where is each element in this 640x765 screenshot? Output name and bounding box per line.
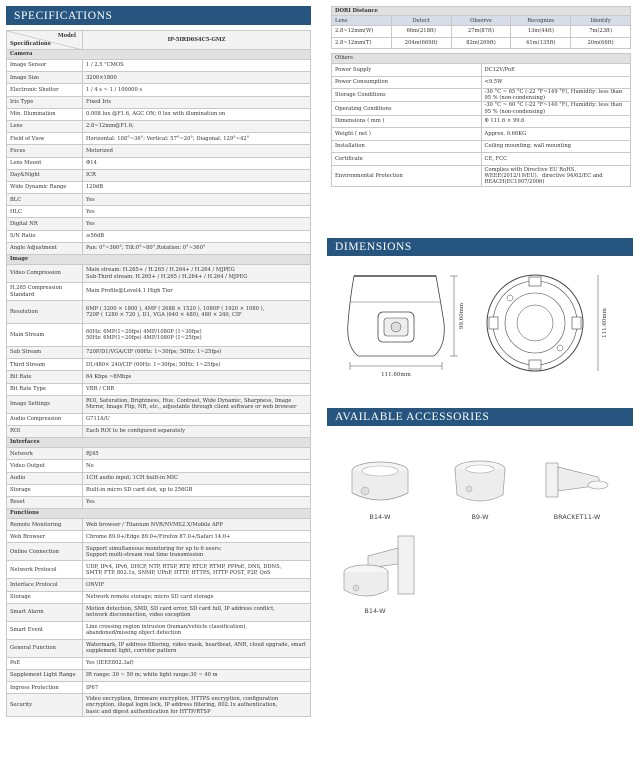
- spec-value-line: Horizontal: 108°~36°; Vertical: 57°~20°; Diagonal: 129°~42°: [86, 135, 250, 142]
- spec-row: [7, 242, 311, 254]
- spec-row: [7, 265, 311, 283]
- spec-value-line: 120dB: [86, 184, 104, 191]
- spec-value: [83, 108, 311, 120]
- spec-value: [83, 383, 311, 395]
- accessory-label-bracket11-w: BRACKET11-W: [553, 513, 601, 521]
- spec-row: [7, 496, 311, 508]
- accessory-label-b14-w-wall: B14-W: [364, 607, 386, 615]
- spec-value-line: Yes: [86, 196, 95, 203]
- spec-value-line: 60Hz: 6MP(1~20fps) 4MP/1080P (1~30fps): [86, 328, 202, 335]
- spec-value: [83, 603, 311, 621]
- dimensions-title: DIMENSIONS: [335, 241, 412, 253]
- others-key: Certificate: [332, 153, 482, 166]
- spec-row: [7, 484, 311, 496]
- accessory-label-b9-w: B9-W: [471, 513, 489, 521]
- spec-key: Image Size: [7, 72, 83, 84]
- spec-key: S/N Ratio: [7, 230, 83, 242]
- spec-row: [7, 603, 311, 621]
- spec-value: [83, 519, 311, 531]
- spec-key: ROI: [7, 425, 83, 437]
- spec-value-line: 720P ( 1280 × 720 ), D1, VGA (640 × 480), 480 × 240, CIF: [86, 312, 242, 318]
- model-header-row: [7, 31, 311, 50]
- spec-row: [7, 531, 311, 543]
- dori-cell: 2.8~12mm(T): [332, 37, 392, 49]
- spec-value-line: 3200×1800: [86, 74, 117, 81]
- spec-value: [83, 145, 311, 157]
- spec-key: Video Output: [7, 460, 83, 472]
- spec-row: [7, 157, 311, 169]
- spec-key: Web Browser: [7, 531, 83, 543]
- spec-row: [7, 60, 311, 72]
- spec-row: [7, 519, 311, 531]
- spec-key: Iris Type: [7, 96, 83, 108]
- specs-label: Specifications: [10, 40, 51, 47]
- spec-row: [7, 682, 311, 694]
- section-title: Camera: [7, 50, 311, 60]
- spec-value-line: IP67: [86, 684, 99, 691]
- spec-value-line: IR range: 30 ~ 50 m; white light range:30 ~ 40 m: [86, 672, 218, 679]
- dori-cell: 204m(669ft): [391, 37, 451, 49]
- spec-value-line: Yes (IEEE802.3af): [86, 660, 134, 667]
- spec-key: Angle Adjustment: [7, 242, 83, 254]
- spec-value-line: encryption, illegal login lock, IP address filtering, 802.1x authentication,: [86, 702, 278, 709]
- spec-value: [83, 448, 311, 460]
- spec-key: Bit Rate Type: [7, 383, 83, 395]
- spec-value-line: 2.8~12mm@F1.6;: [86, 123, 134, 130]
- spec-key: Security: [7, 694, 83, 717]
- dori-header-recognize: Recognize: [511, 16, 571, 26]
- spec-row: [7, 84, 311, 96]
- spec-value: [83, 301, 311, 324]
- spec-row: [7, 120, 311, 132]
- spec-key: Electronic Shutter: [7, 84, 83, 96]
- spec-value-line: G711A/U: [86, 416, 110, 423]
- spec-value: [83, 120, 311, 132]
- dim-width-label: 111.60mm: [381, 372, 411, 378]
- spec-value: [83, 484, 311, 496]
- spec-row: [7, 561, 311, 579]
- spec-value: [83, 206, 311, 218]
- spec-value-line: 1CH audio input; 1CH built-in MIC: [86, 474, 179, 481]
- spec-value: [83, 218, 311, 230]
- spec-row: [7, 96, 311, 108]
- spec-value: [83, 347, 311, 359]
- spec-value: [83, 283, 311, 301]
- spec-row: [7, 301, 311, 324]
- spec-row: [7, 324, 311, 347]
- others-key: Storage Conditions: [332, 89, 482, 102]
- spec-row: [7, 371, 311, 383]
- spec-rows: [7, 50, 311, 717]
- spec-row: [7, 448, 311, 460]
- dori-header-observe: Observe: [451, 16, 511, 26]
- spec-value: [83, 84, 311, 96]
- model-number: IP-5IRD6S4C5-GMZ: [83, 31, 311, 50]
- right-column: [331, 6, 631, 187]
- spec-key: Supplement Light Range: [7, 670, 83, 682]
- others-value: Ceiling mounting; wall mounting: [481, 140, 631, 153]
- spec-value-line: Line crossing region intrusion (human/vehicle classification),: [86, 624, 248, 631]
- spec-key: Resolution: [7, 301, 83, 324]
- others-value: Complies with Directive EU RoHS、WEEE(2012/19/EU)、directive 94/62/EC and REACH(EC1907/2006): [481, 165, 631, 186]
- dori-cell: 20m(66ft): [571, 37, 631, 49]
- spec-key: Storage: [7, 484, 83, 496]
- spec-row: [7, 108, 311, 120]
- others-key: Environmental Protection: [332, 165, 482, 186]
- spec-value-line: 0.008 lux @F1.6, AGC ON; 0 lux with illumination on: [86, 111, 226, 118]
- camera-side-drawing: [336, 268, 466, 378]
- spec-value: [83, 621, 311, 639]
- spec-value: [83, 395, 311, 413]
- dori-title-row: [332, 7, 631, 16]
- spec-value: [83, 169, 311, 181]
- spec-value-line: Motion detection, SMD, SD card error, SD card full, IP address conflict,: [86, 606, 275, 613]
- spec-value-line: Web browser / Titanium NVR/NVMS2.X/Mobile APP: [86, 521, 223, 528]
- spec-value-line: Yes: [86, 499, 95, 506]
- dori-header-detect: Detect: [391, 16, 451, 26]
- spec-value: [83, 371, 311, 383]
- spec-value-line: RJ45: [86, 450, 99, 457]
- accessory-b14-w-wall-image: [340, 532, 425, 607]
- others-row: [332, 102, 631, 115]
- spec-key: PoE: [7, 657, 83, 669]
- spec-value: [83, 413, 311, 425]
- accessories-title: AVAILABLE ACCESSORIES: [335, 411, 490, 423]
- spec-value-line: Support simultaneous monitoring for up to 6 users;: [86, 545, 222, 552]
- spec-value-line: SMTP, FTP, 802.1x, SNMP, UPnP, HTTP, HTTPS, HTTP POST, P2P, QoS: [86, 569, 271, 576]
- spec-row: [7, 169, 311, 181]
- spec-value: [83, 496, 311, 508]
- spec-value-line: Sub-Third stream: H.265+ / H.265 / H.264+ / H.264 / MJPEG: [86, 273, 248, 280]
- spec-value: [83, 60, 311, 72]
- spec-value-line: 720P/D1/VGA/CIF (60Hz: 1~30fps; 50Hz: 1~25fps): [86, 349, 222, 356]
- others-rows: [332, 64, 631, 187]
- section-title: Functions: [7, 509, 311, 519]
- dori-table: [331, 6, 631, 49]
- dim-height2-label: 111.60mm: [602, 308, 608, 338]
- spec-key: Smart Event: [7, 621, 83, 639]
- spec-value-line: ≥56dB: [86, 233, 105, 240]
- spec-value-line: 1 / 2.5 "CMOS: [86, 62, 124, 69]
- others-row: [332, 153, 631, 166]
- spec-row: [7, 133, 311, 145]
- spec-key: H.265 Compression Standard: [7, 283, 83, 301]
- spec-row: [7, 460, 311, 472]
- spec-key: Remote Monitoring: [7, 519, 83, 531]
- spec-row: [7, 425, 311, 437]
- others-table: [331, 53, 631, 187]
- spec-row: [7, 145, 311, 157]
- model-header-cell: [7, 31, 83, 50]
- spec-key: Lens: [7, 120, 83, 132]
- spec-key: Network: [7, 448, 83, 460]
- spec-row: [7, 395, 311, 413]
- spec-row: [7, 670, 311, 682]
- dori-header-identify: Identify: [571, 16, 631, 26]
- spec-value-line: Fixed Iris: [86, 99, 112, 105]
- accessories-banner: [327, 408, 633, 426]
- dori-cell: 82m(269ft): [451, 37, 511, 49]
- specifications-banner: [6, 6, 311, 25]
- spec-value: [83, 639, 311, 657]
- dori-title: DORI Distance: [332, 7, 631, 16]
- others-row: [332, 128, 631, 141]
- spec-key: Lens Mount: [7, 157, 83, 169]
- spec-key: Audio: [7, 472, 83, 484]
- spec-value: [83, 472, 311, 484]
- others-row: [332, 140, 631, 153]
- section-title: Image: [7, 255, 311, 265]
- spec-value-line: Each ROI to be configured separately: [86, 428, 186, 435]
- dori-header-row: [332, 16, 631, 26]
- spec-row: [7, 383, 311, 395]
- accessory-label-b14-w: B14-W: [369, 513, 391, 521]
- spec-key: Audio Compression: [7, 413, 83, 425]
- spec-value-line: Mirror, Image Flip, NR, etc., adjustable through client software or web browser: [86, 404, 297, 411]
- others-value: <9.5W: [481, 76, 631, 89]
- spec-value-line: network disconnection, video exception: [86, 612, 191, 619]
- spec-value-line: ROI, Saturation, Brightness, Hue, Contrast, Wide Dynamic, Sharpness, Image: [86, 397, 292, 404]
- spec-key: Network Protocol: [7, 561, 83, 579]
- spec-key: Video Compression: [7, 265, 83, 283]
- section-header-row: [7, 509, 311, 519]
- spec-value-line: 50Hz: 6MP(1~20fps) 4MP/1080P (1~25fps): [86, 335, 202, 341]
- others-row: [332, 115, 631, 128]
- others-value: -30 °C ~ 60 °C (-22 °F~140 °F), Humidity: less than 95 % (non-condensing): [481, 102, 631, 115]
- model-label: Model: [57, 33, 76, 39]
- others-key: Power Consumption: [332, 76, 482, 89]
- spec-row: [7, 230, 311, 242]
- spec-row: [7, 283, 311, 301]
- spec-value-line: supplement light, corridor pattern: [86, 648, 177, 655]
- spec-value: [83, 591, 311, 603]
- spec-value: [83, 425, 311, 437]
- section-header-row: [7, 255, 311, 265]
- spec-key: Storage: [7, 591, 83, 603]
- spec-value-line: ONVIF: [86, 581, 105, 588]
- spec-key: General Function: [7, 639, 83, 657]
- others-value: Approx. 0.66KG: [481, 128, 631, 141]
- spec-row: [7, 621, 311, 639]
- spec-row: [7, 194, 311, 206]
- spec-value: [83, 242, 311, 254]
- spec-value: [83, 265, 311, 283]
- spec-value-line: Main Profile@Level4.1 High Tier: [86, 288, 173, 295]
- spec-value: [83, 230, 311, 242]
- spec-key: Third Stream: [7, 359, 83, 371]
- spec-value-line: VBR / CBR: [86, 386, 115, 392]
- others-key: Weight ( net ): [332, 128, 482, 141]
- accessory-b9-w-image: [445, 455, 515, 510]
- dori-cell: 13m(44ft): [511, 26, 571, 38]
- spec-row: [7, 359, 311, 371]
- spec-key: Main Stream: [7, 324, 83, 347]
- camera-top-drawing: [480, 268, 610, 378]
- spec-value: [83, 133, 311, 145]
- accessory-bracket11-w-image: [542, 455, 612, 510]
- spec-value: [83, 72, 311, 84]
- spec-value: [83, 359, 311, 371]
- spec-value: [83, 96, 311, 108]
- spec-value-line: 6MP ( 3200 × 1800 ), 4MP ( 2688 × 1520 ), 1080P ( 1920 × 1080 ),: [86, 305, 265, 312]
- spec-row: [7, 694, 311, 717]
- section-header-row: [7, 50, 311, 60]
- spec-key: Image Sensor: [7, 60, 83, 72]
- spec-key: BLC: [7, 194, 83, 206]
- spec-value: [83, 543, 311, 561]
- others-key: Dimensions ( mm ): [332, 115, 482, 128]
- spec-key: Day&Night: [7, 169, 83, 181]
- dori-row-tele: [332, 37, 631, 49]
- spec-value-line: Φ14: [86, 159, 97, 166]
- spec-value: [83, 670, 311, 682]
- dori-cell: 2.8~12mm(W): [332, 26, 392, 38]
- others-key: Installation: [332, 140, 482, 153]
- others-key: Power Supply: [332, 64, 482, 77]
- spec-value: [83, 657, 311, 669]
- spec-row: [7, 579, 311, 591]
- others-row: [332, 165, 631, 186]
- spec-row: [7, 347, 311, 359]
- spec-row: [7, 206, 311, 218]
- spec-value-line: No: [86, 462, 94, 469]
- dimensions-banner: [327, 238, 633, 256]
- spec-value-line: Support multi-stream real time transmission: [86, 551, 204, 558]
- others-title: Others: [332, 54, 631, 64]
- spec-value-line: D1/480× 240/CIF (60Hz: 1~30fps; 50Hz: 1~25fps): [86, 361, 221, 368]
- others-row: [332, 89, 631, 102]
- others-title-row: [332, 54, 631, 64]
- spec-row: [7, 413, 311, 425]
- specifications-table-wrap: [6, 30, 311, 717]
- spec-value-line: Main stream: H.265+ / H.265 / H.264+ / H.264 / MJPEG: [86, 267, 235, 274]
- dori-cell: 7m(23ft): [571, 26, 631, 38]
- spec-value-line: Chrome 89.0+/Edge 89.0+/Firefox 87.0+/Safari 14.0+: [86, 533, 231, 540]
- dori-row-wide: [332, 26, 631, 38]
- others-value: -30 °C ~ 65 °C (-22 °F~149 °F), Humidity: less than 95 % (non-condensing): [481, 89, 631, 102]
- spec-value: [83, 157, 311, 169]
- others-row: [332, 76, 631, 89]
- spec-value-line: Yes: [86, 220, 95, 227]
- spec-value: [83, 194, 311, 206]
- section-header-row: [7, 438, 311, 448]
- spec-value: [83, 682, 311, 694]
- dim-height-label: 99.60mm: [459, 302, 465, 330]
- spec-key: Sub Stream: [7, 347, 83, 359]
- spec-value: [83, 531, 311, 543]
- others-value: DC12V/PoE: [481, 64, 631, 77]
- spec-key: Online Connection: [7, 543, 83, 561]
- specifications-table: [6, 30, 311, 717]
- specifications-title: SPECIFICATIONS: [14, 9, 113, 22]
- dori-cell: 27m(87ft): [451, 26, 511, 38]
- spec-row: [7, 472, 311, 484]
- spec-value-line: Video encryption, firmware encryption, HTTPS encryption, configuration: [86, 695, 279, 702]
- others-value: Φ 111.6 × 99.6: [481, 115, 631, 128]
- spec-value-line: 64 Kbps ~8Mbps: [86, 373, 132, 380]
- spec-value: [83, 561, 311, 579]
- dori-header-lens: Lens: [332, 16, 392, 26]
- spec-value-line: Motorized: [86, 147, 113, 154]
- spec-row: [7, 218, 311, 230]
- spec-value-line: abandoned/missing object detection: [86, 630, 182, 637]
- spec-value: [83, 694, 311, 717]
- spec-value-line: Built-in micro SD card slot, up to 256GB: [86, 487, 193, 494]
- spec-value: [83, 579, 311, 591]
- spec-key: HLC: [7, 206, 83, 218]
- spec-value-line: Watermark, IP address filtering, video mask, heartbeat, ANR, cloud upgrade, smart: [86, 642, 307, 649]
- spec-value-line: Yes: [86, 208, 95, 215]
- spec-key: Reset: [7, 496, 83, 508]
- spec-value-line: basic and digest authentication for HTTP/RTSP: [86, 708, 211, 715]
- others-key: Operating Conditions: [332, 102, 482, 115]
- dori-cell: 41m(135ft): [511, 37, 571, 49]
- spec-key: Image Settings: [7, 395, 83, 413]
- spec-key: Min. Illumination: [7, 108, 83, 120]
- spec-value-line: Network remote storage; micro SD card storage: [86, 594, 214, 601]
- others-value: CE, FCC: [481, 153, 631, 166]
- spec-row: [7, 543, 311, 561]
- spec-value-line: UDP, IPv4, IPv6, DHCP, NTP, RTSP, RTP, RTCP, RTMP, PPPoE, DNS, DDNS,: [86, 563, 282, 570]
- spec-value-line: Pan: 0°~360°; Tilt:0°~80°,Rotation: 0°~360°: [86, 245, 206, 252]
- spec-row: [7, 72, 311, 84]
- spec-key: Field of View: [7, 133, 83, 145]
- spec-key: Smart Alarm: [7, 603, 83, 621]
- spec-value: [83, 460, 311, 472]
- spec-key: Digital NR: [7, 218, 83, 230]
- spec-row: [7, 591, 311, 603]
- accessory-b14-w-image: [345, 455, 415, 510]
- spec-row: [7, 181, 311, 193]
- spec-key: Focus: [7, 145, 83, 157]
- spec-key: Ingress Protection: [7, 682, 83, 694]
- spec-value: [83, 324, 311, 347]
- spec-row: [7, 639, 311, 657]
- others-row: [332, 64, 631, 77]
- spec-value: [83, 181, 311, 193]
- spec-key: Interface Protocol: [7, 579, 83, 591]
- spec-value-line: ICR: [86, 172, 96, 179]
- spec-row: [7, 657, 311, 669]
- spec-key: Bit Rate: [7, 371, 83, 383]
- spec-value-line: 1 / 4 s ~ 1 / 100000 s: [86, 86, 143, 93]
- section-title: Interfaces: [7, 438, 311, 448]
- dori-cell: 66m(218ft): [391, 26, 451, 38]
- spec-key: Wide Dynamic Range: [7, 181, 83, 193]
